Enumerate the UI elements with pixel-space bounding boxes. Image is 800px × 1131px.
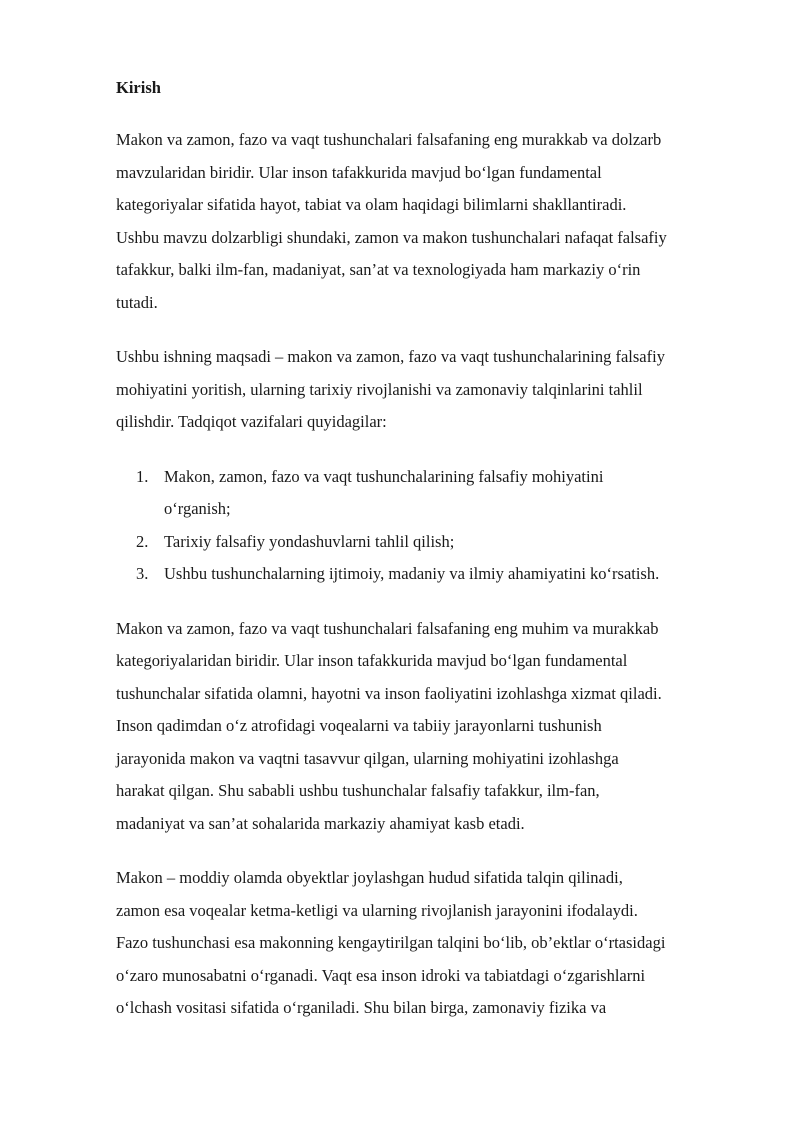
text-line: Makon – moddiy olamda obyektlar joylashgan hudud sifatida talqin qilinadi, xyxy=(116,868,623,887)
text-line: mohiyatini yoritish, ularning tarixiy rivojlanishi va zamonaviy talqinlarini tahlil xyxy=(116,379,643,399)
document-body xyxy=(116,72,746,1047)
text-line: tutadi. xyxy=(116,292,158,312)
text-line: harakat qilgan. Shu sababli ushbu tushunchalar falsafiy tafakkur, ilm-fan, xyxy=(116,781,600,800)
text-line: Fazo tushunchasi esa makonning kengaytirilgan talqini bo‘lib, ob’ektlar o‘rtasidagi xyxy=(116,933,666,952)
paragraph-definitions xyxy=(116,862,746,1025)
text-line: Makon va zamon, fazo va vaqt tushunchalari falsafaning eng muhim va murakkab xyxy=(116,618,659,638)
text-line: o‘rganish; xyxy=(164,499,231,518)
text-line: Inson qadimdan o‘z atrofidagi voqealarni va tabiiy jarayonlarni tushunish xyxy=(116,716,602,735)
text-line: kategoriyalaridan biridir. Ular inson tafakkurida mavjud bo‘lgan fundamental xyxy=(116,651,628,670)
paragraph-categories xyxy=(116,613,746,841)
text-line: Ushbu tushunchalarning ijtimoiy, madaniy va ilmiy ahamiyatini ko‘rsatish. xyxy=(164,564,660,583)
text-line: Tarixiy falsafiy yondashuvlarni tahlil qilish; xyxy=(164,531,455,551)
paragraph-purpose xyxy=(116,341,746,439)
text-line: zamon esa voqealar ketma-ketligi va ularning rivojlanish jarayonini ifodalaydi. xyxy=(116,900,638,920)
text-line: tushunchalar sifatida olamni, hayotni va inson faoliyatini izohlashga xizmat qiladi. xyxy=(116,683,662,703)
text-line: Makon, zamon, fazo va vaqt tushunchalarining falsafiy mohiyatini xyxy=(164,466,604,486)
text-line: kategoriyalar sifatida hayot, tabiat va olam haqidagi bilimlarni shakllantiradi. xyxy=(116,195,627,214)
text-line: Makon va zamon, fazo va vaqt tushunchalari falsafaning eng murakkab va dolzarb xyxy=(116,130,662,149)
section-heading: Kirish xyxy=(116,78,161,97)
text-line: qilishdir. Tadqiqot vazifalari quyidagilar: xyxy=(116,412,387,431)
list-item-number: 2. xyxy=(136,531,149,551)
tasks-list xyxy=(116,461,746,591)
text-line: jarayonida makon va vaqtni tasavvur qilgan, ularning mohiyatini izohlashga xyxy=(116,748,619,768)
text-line: Ushbu mavzu dolzarbligi shundaki, zamon va makon tushunchalari nafaqat falsafiy xyxy=(116,227,667,247)
text-line: mavzularidan biridir. Ular inson tafakkurida mavjud bo‘lgan fundamental xyxy=(116,162,602,182)
text-line: madaniyat va san’at sohalarida markaziy ahamiyat kasb etadi. xyxy=(116,813,525,833)
text-line: o‘lchash vositasi sifatida o‘rganiladi. Shu bilan birga, zamonaviy fizika va xyxy=(116,998,607,1017)
list-item xyxy=(116,558,746,591)
text-line: o‘zaro munosabatni o‘rganadi. Vaqt esa inson idroki va tabiatdagi o‘zgarishlarni xyxy=(116,965,646,985)
list-item xyxy=(116,461,746,526)
list-item-number: 3. xyxy=(136,564,149,583)
list-item-number: 1. xyxy=(136,466,149,486)
text-line: Ushbu ishning maqsadi – makon va zamon, fazo va vaqt tushunchalarining falsafiy xyxy=(116,347,665,366)
paragraph-introduction xyxy=(116,124,746,319)
text-line: tafakkur, balki ilm-fan, madaniyat, san’at va texnologiyada ham markaziy o‘rin xyxy=(116,260,641,279)
list-item xyxy=(116,526,746,559)
